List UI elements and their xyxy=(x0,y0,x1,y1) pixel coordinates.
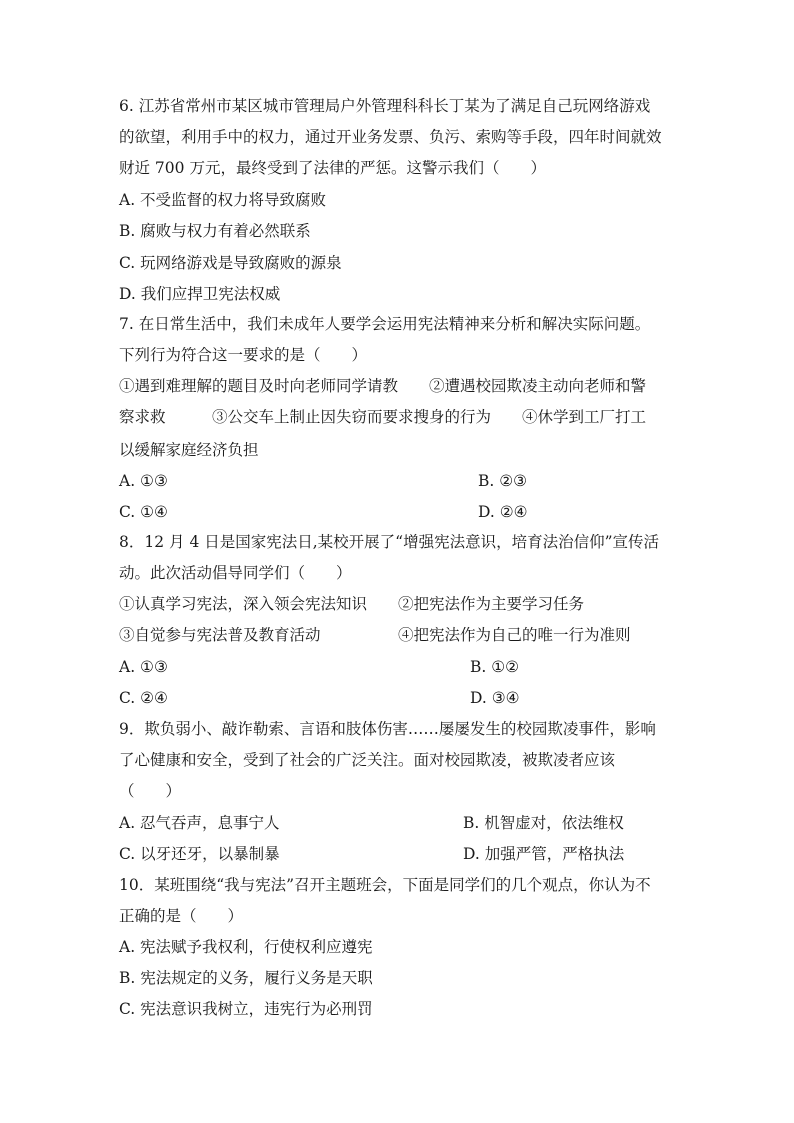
question-7-statement-line-1: ①遇到难理解的题目及时向老师同学请教 ②遭遇校园欺凌主动向老师和警 xyxy=(119,377,647,395)
question-10-option-a: A. 宪法赋予我权利，行使权利应遵宪 xyxy=(119,938,373,956)
question-10-stem-line-2: 正确的是（ ） xyxy=(119,907,244,925)
question-6-stem-line-2: 的欲望，利用手中的权力，通过开业务发票、负污、索购等手段，四年时间就效 xyxy=(119,128,662,146)
question-9-stem-line-2: 了心健康和安全，受到了社会的广泛关注。面对校园欺凌，被欺凌者应该 xyxy=(119,751,616,769)
question-8-option-a: A. ①③ xyxy=(119,658,168,676)
question-8-option-d: D. ③④ xyxy=(470,689,520,707)
question-7-option-b: B. ②③ xyxy=(478,472,528,490)
question-6-option-d: D. 我们应捍卫宪法权威 xyxy=(119,285,281,303)
question-7-stem-line-2: 下列行为符合这一要求的是（ ） xyxy=(119,346,368,364)
question-6-stem-line-3: 财近 700 万元，最终受到了法律的严惩。这警示我们（ ） xyxy=(119,159,546,177)
question-7-option-a: A. ①③ xyxy=(119,472,168,490)
question-6-stem-line-1: 6. 江苏省常州市某区城市管理局户外管理科科长丁某为了满足自己玩网络游戏 xyxy=(119,97,651,115)
question-7-statement-line-3: 以缓解家庭经济负担 xyxy=(119,441,259,459)
question-10-stem-line-1: 10．某班围绕“我与宪法”召开主题班会，下面是同学们的几个观点，你认为不 xyxy=(119,876,651,894)
question-8-stem-line-2: 动。此次活动倡导同学们（ ） xyxy=(119,564,352,582)
question-7-option-c: C. ①④ xyxy=(119,503,168,521)
question-8-statement-2: ②把宪法作为主要学习任务 xyxy=(398,595,585,613)
question-9-stem-line-1: 9．欺负弱小、敲诈勒索、言语和肢体伤害……屡屡发生的校园欺凌事件，影响 xyxy=(119,720,656,738)
question-8-statement-4: ④把宪法作为自己的唯一行为准则 xyxy=(398,626,631,644)
question-8-statement-3: ③自觉参与宪法普及教育活动 xyxy=(119,626,321,644)
question-6-option-c: C. 玩网络游戏是导致腐败的源泉 xyxy=(119,254,342,272)
question-10-option-c: C. 宪法意识我树立，违宪行为必刑罚 xyxy=(119,1000,373,1018)
question-8-option-c: C. ②④ xyxy=(119,689,168,707)
question-7-option-d: D. ②④ xyxy=(478,503,528,521)
question-6-option-a: A. 不受监督的权力将导致腐败 xyxy=(119,191,327,209)
question-8-option-b: B. ①② xyxy=(470,658,520,676)
question-9-option-a: A. 忍气吞声，息事宁人 xyxy=(119,814,280,832)
question-10-option-b: B. 宪法规定的义务，履行义务是天职 xyxy=(119,969,373,987)
question-9-option-b: B. 机智虚对，依法维权 xyxy=(463,814,624,832)
question-7-stem-line-1: 7. 在日常生活中，我们未成年人要学会运用宪法精神来分析和解决实际问题。 xyxy=(119,315,651,333)
question-8-stem-line-1: 8．12 月 4 日是国家宪法日,某校开展了“增强宪法意识，培育法治信仰”宣传活 xyxy=(119,533,660,551)
question-8-statement-1: ①认真学习宪法，深入领会宪法知识 xyxy=(119,595,368,613)
question-9-option-d: D. 加强严管，严格执法 xyxy=(463,845,625,863)
question-7-statement-line-2: 察求救 ③公交车上制止因失窃而要求搜身的行为 ④休学到工厂打工 xyxy=(119,408,647,426)
question-9-option-c: C. 以牙还牙，以暴制暴 xyxy=(119,845,280,863)
question-6-option-b: B. 腐败与权力有着必然联系 xyxy=(119,222,311,240)
question-9-stem-line-3: （ ） xyxy=(119,782,182,800)
